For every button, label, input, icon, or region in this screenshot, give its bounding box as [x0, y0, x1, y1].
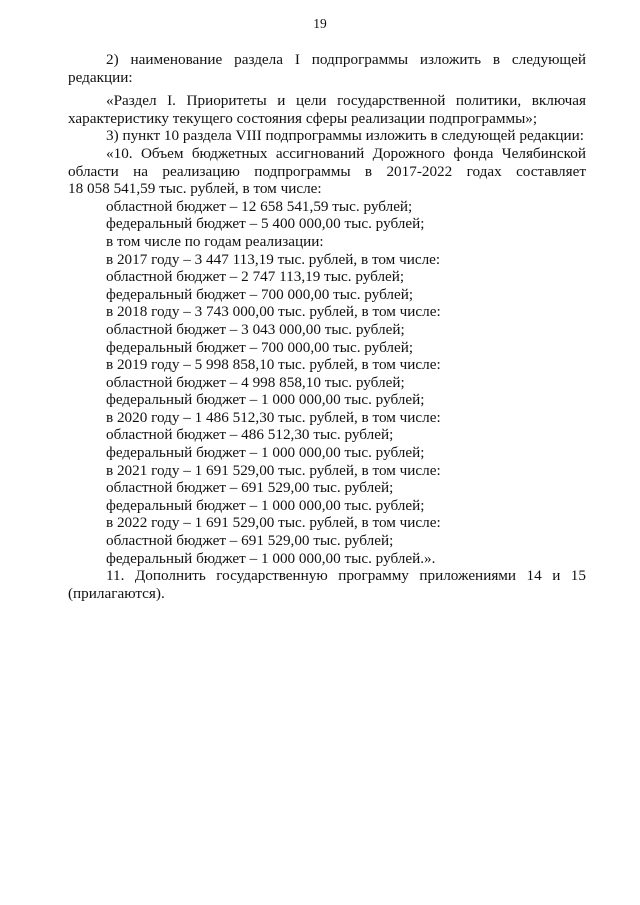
budget-line: федеральный бюджет – 1 000 000,00 тыс. рублей; [106, 444, 425, 462]
item-3-paragraph [68, 127, 586, 145]
point-10-line-2: области на реализацию подпрограммы в 2017-2022 годах составляет [68, 162, 586, 180]
budget-line: в 2021 году – 1 691 529,00 тыс. рублей, в том числе: [106, 461, 441, 479]
point-10-line-1: «10. Объем бюджетных ассигнований Дорожного фонда Челябинской [106, 144, 586, 162]
budget-line: федеральный бюджет – 1 000 000,00 тыс. рублей; [106, 391, 425, 409]
document-body [68, 51, 586, 602]
budget-line: в том числе по годам реализации: [106, 232, 324, 250]
item-2-paragraph [68, 51, 586, 86]
item-3-line: 3) пункт 10 раздела VIII подпрограммы изложить в следующей редакции: [106, 127, 584, 145]
section-title-line-2: характеристику текущего состояния сферы реализации подпрограммы»; [68, 109, 538, 127]
item-2-line-1: 2) наименование раздела I подпрограммы изложить в следующей [106, 51, 586, 68]
item-11-line-2: (прилагаются). [68, 584, 165, 602]
budget-line: федеральный бюджет – 1 000 000,00 тыс. рублей; [106, 496, 425, 514]
budget-line: в 2019 году – 5 998 858,10 тыс. рублей, в том числе: [106, 356, 441, 374]
item-11-line-1: 11. Дополнить государственную программу приложениями 14 и 15 [106, 567, 586, 585]
budget-line: областной бюджет – 4 998 858,10 тыс. рублей; [106, 373, 405, 391]
item-11-paragraph [68, 567, 586, 602]
page-number: 19 [313, 16, 327, 31]
point-10-line-3: 18 058 541,59 тыс. рублей, в том числе: [68, 180, 322, 198]
budget-line: областной бюджет – 691 529,00 тыс. рублей; [106, 479, 394, 497]
budget-line: областной бюджет – 486 512,30 тыс. рублей; [106, 426, 394, 444]
budget-line: в 2017 году – 3 447 113,19 тыс. рублей, в том числе: [106, 250, 441, 268]
item-2-line-2: редакции: [68, 68, 133, 86]
budget-line: федеральный бюджет – 5 400 000,00 тыс. рублей; [106, 215, 425, 233]
budget-line: областной бюджет – 2 747 113,19 тыс. рублей; [106, 268, 405, 286]
budget-line: в 2018 году – 3 743 000,00 тыс. рублей, в том числе: [106, 303, 441, 321]
budget-line: федеральный бюджет – 700 000,00 тыс. рублей; [106, 285, 414, 303]
budget-line: областной бюджет – 12 658 541,59 тыс. рублей; [106, 197, 413, 215]
budget-line: в 2022 году – 1 691 529,00 тыс. рублей, в том числе: [106, 514, 441, 532]
budget-line: федеральный бюджет – 700 000,00 тыс. рублей; [106, 338, 414, 356]
budget-line: областной бюджет – 691 529,00 тыс. рублей; [106, 532, 394, 550]
section-title-paragraph [68, 92, 586, 127]
section-title-line-1: «Раздел I. Приоритеты и цели государственной политики, включая [106, 92, 586, 110]
budget-line: областной бюджет – 3 043 000,00 тыс. рублей; [106, 320, 405, 338]
budget-breakdown [68, 198, 586, 567]
budget-line: федеральный бюджет – 1 000 000,00 тыс. рублей.». [106, 549, 436, 567]
budget-line: в 2020 году – 1 486 512,30 тыс. рублей, в том числе: [106, 408, 441, 426]
point-10-paragraph [68, 145, 586, 198]
